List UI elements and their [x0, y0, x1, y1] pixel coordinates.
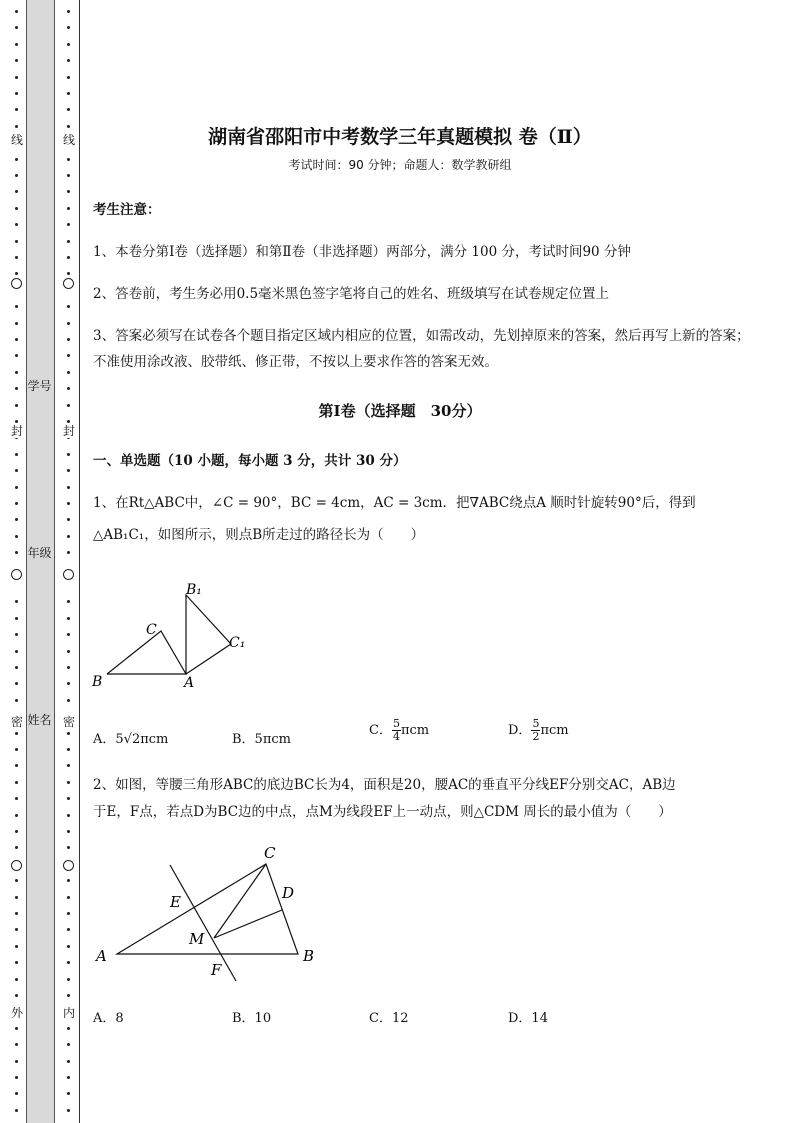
q1-label-c1: C₁	[229, 635, 246, 651]
margin-dot	[67, 535, 70, 538]
margin-dot	[67, 764, 70, 767]
q2-figure	[90, 840, 330, 990]
margin-dot	[67, 305, 70, 308]
margin-dot	[67, 92, 70, 95]
margin-dot	[67, 223, 70, 226]
margin-dot	[15, 486, 18, 489]
margin-dot	[67, 846, 70, 849]
q1-option-c-prefix: C．	[369, 723, 392, 738]
margin-dot	[67, 945, 70, 948]
q2-label-e: E	[170, 893, 181, 911]
margin-dot	[15, 1109, 18, 1112]
margin-dot	[15, 10, 18, 13]
margin-circle	[63, 569, 74, 580]
q2-option-a: A．8	[93, 1011, 124, 1026]
q2-label-b: B	[303, 947, 315, 965]
notice-item-1: 1、本卷分第Ⅰ卷（选择题）和第Ⅱ卷（非选择题）两部分，满分 100 分，考试时间90 分钟	[93, 244, 631, 260]
margin-dot	[67, 502, 70, 505]
margin-dot	[15, 928, 18, 931]
margin-dot	[67, 387, 70, 390]
margin-dot	[67, 912, 70, 915]
q1-label-c: C	[146, 622, 157, 638]
q1-figure	[86, 574, 256, 694]
margin-dot	[67, 896, 70, 899]
margin-dot	[67, 551, 70, 554]
section-title: 第Ⅰ卷（选择题 30分）	[318, 402, 482, 420]
margin-dot	[67, 748, 70, 751]
q1-option-b: B．5πcm	[232, 732, 291, 747]
q1-line-1: 1、在Rt△ABC中，∠C = 90°，BC = 4cm，AC = 3cm．把∇ABC绕点A 顺时针旋转90°后，得到	[93, 495, 696, 511]
q1-option-d-denominator: 2	[532, 730, 540, 743]
margin-dot	[67, 633, 70, 636]
margin-dot	[67, 404, 70, 407]
margin-dot	[15, 404, 18, 407]
margin-dot	[67, 371, 70, 374]
margin-dot	[67, 781, 70, 784]
margin-dot	[67, 207, 70, 210]
margin-char-wai: 外	[10, 1006, 23, 1020]
margin-dot	[15, 453, 18, 456]
margin-dot	[67, 1109, 70, 1112]
q1-label-b: B	[92, 674, 103, 690]
margin-dot	[15, 830, 18, 833]
margin-dot	[15, 43, 18, 46]
margin-dot	[67, 190, 70, 193]
margin-circle	[11, 569, 22, 580]
margin-dot	[67, 43, 70, 46]
margin-dot	[15, 1092, 18, 1095]
margin-dot	[15, 59, 18, 62]
q1-option-c	[369, 718, 429, 743]
q1-option-a: A．5√2πcm	[93, 732, 169, 747]
margin-dot	[67, 322, 70, 325]
margin-dot	[15, 732, 18, 735]
margin-dot	[15, 272, 18, 275]
q1-option-d-suffix: πcm	[540, 723, 569, 738]
margin-dot	[15, 1076, 18, 1079]
margin-dot	[15, 158, 18, 161]
margin-dot	[67, 732, 70, 735]
margin-dot	[15, 1060, 18, 1063]
q1-option-c-suffix: πcm	[400, 723, 430, 738]
margin-char-feng-right: 封	[62, 424, 75, 438]
margin-dot	[67, 59, 70, 62]
margin-dot	[15, 305, 18, 308]
margin-dot	[15, 108, 18, 111]
margin-dot	[15, 322, 18, 325]
margin-char-nei: 内	[62, 1006, 75, 1020]
margin-dot	[15, 190, 18, 193]
margin-dot	[15, 633, 18, 636]
margin-dot	[67, 469, 70, 472]
margin-dot	[67, 961, 70, 964]
margin-dot	[67, 26, 70, 29]
q2-label-f: F	[211, 961, 222, 979]
q2-option-d: D．14	[508, 1011, 548, 1026]
margin-dot	[67, 814, 70, 817]
margin-dot	[15, 912, 18, 915]
margin-dot	[67, 453, 70, 456]
margin-dot	[67, 1027, 70, 1030]
margin-dot	[15, 256, 18, 259]
margin-dot	[67, 354, 70, 357]
margin-dot	[15, 174, 18, 177]
margin-dot	[67, 699, 70, 702]
margin-dot	[67, 272, 70, 275]
margin-dot	[15, 518, 18, 521]
margin-char-feng: 封	[10, 424, 23, 438]
margin-dot	[15, 26, 18, 29]
margin-dot	[15, 978, 18, 981]
margin-dot	[15, 223, 18, 226]
margin-dot	[15, 371, 18, 374]
margin-char-xian-right: 线	[62, 133, 75, 147]
margin-dot	[67, 486, 70, 489]
margin-dot	[67, 879, 70, 882]
label-grade: 年级	[27, 546, 52, 560]
label-student-id: 学号	[27, 379, 52, 393]
margin-dot	[15, 650, 18, 653]
q2-label-m: M	[189, 930, 205, 948]
margin-dot	[15, 666, 18, 669]
notice-heading: 考生注意：	[93, 202, 161, 218]
margin-dot	[15, 354, 18, 357]
margin-dot	[67, 338, 70, 341]
q1-option-d-numerator: 5	[532, 717, 540, 730]
margin-dot	[15, 961, 18, 964]
margin-dot	[67, 1092, 70, 1095]
margin-dot	[67, 682, 70, 685]
q2-label-d: D	[282, 884, 295, 902]
q2-option-b: B．10	[232, 1011, 272, 1026]
margin-dot	[67, 650, 70, 653]
margin-dot	[67, 518, 70, 521]
margin-dot	[67, 174, 70, 177]
margin-dot	[67, 256, 70, 259]
margin-dot	[67, 108, 70, 111]
q1-line-2: △AB₁C₁，如图所示，则点B所走过的路径长为（ ）	[93, 527, 425, 543]
margin-dot	[15, 600, 18, 603]
margin-char-xian: 线	[10, 133, 23, 147]
margin-dot	[67, 797, 70, 800]
margin-dot	[15, 240, 18, 243]
margin-dot	[67, 158, 70, 161]
margin-dot	[67, 617, 70, 620]
margin-dot	[15, 748, 18, 751]
margin-dot	[67, 1060, 70, 1063]
q1-option-d-prefix: D．	[508, 723, 532, 738]
margin-dot	[15, 92, 18, 95]
right-dot-column	[62, 0, 76, 1123]
notice-item-3: 3、答案必须写在试卷各个题目指定区域内相应的位置，如需改动，先划掉原来的答案，然后再写上新的答案；不准使用涂改液、胶带纸、修正带，不按以上要求作答的答案无效。	[93, 328, 750, 370]
margin-dot	[15, 879, 18, 882]
margin-dot	[15, 1027, 18, 1030]
q2-label-c: C	[264, 844, 276, 862]
q2-line-2: 于E，F点，若点D为BC边的中点，点M为线段EF上一动点，则△CDM 周长的最小值为（ ）	[93, 804, 672, 820]
page-title: 湖南省邵阳市中考数学三年真题模拟 卷（Ⅱ）	[208, 126, 592, 148]
margin-dot	[15, 387, 18, 390]
margin-dot	[67, 978, 70, 981]
margin-dot	[15, 338, 18, 341]
margin-dot	[15, 76, 18, 79]
q2-label-a: A	[96, 947, 107, 965]
margin-dot	[15, 551, 18, 554]
margin-dot	[67, 994, 70, 997]
margin-dot	[15, 797, 18, 800]
margin-dot	[67, 928, 70, 931]
margin-char-mi-right: 密	[62, 715, 75, 729]
margin-dot	[15, 502, 18, 505]
margin-dot	[15, 535, 18, 538]
margin-circle	[63, 278, 74, 289]
label-name: 姓名	[27, 713, 52, 727]
margin-dot	[15, 896, 18, 899]
margin-char-mi: 密	[10, 715, 23, 729]
margin-dot	[67, 420, 70, 423]
q2-line-1: 2、如图，等腰三角形ABC的底边BC长为4，面积是20，腰AC的垂直平分线EF分别交AC，AB边	[93, 777, 676, 793]
notice-item-2: 2、答卷前，考生务必用0.5毫米黑色签字笔将自己的姓名、班级填写在试卷规定位置上	[93, 286, 610, 302]
part-heading: 一、单选题（10 小题，每小题 3 分，共计 30 分）	[93, 453, 407, 469]
margin-dot	[15, 1043, 18, 1046]
margin-dot	[15, 699, 18, 702]
margin-dot	[67, 76, 70, 79]
exam-subtitle: 考试时间：90 分钟；命题人：数学教研组	[288, 158, 512, 172]
q1-option-d	[508, 718, 569, 743]
margin-dot	[67, 830, 70, 833]
margin-dot	[67, 10, 70, 13]
left-dot-column	[10, 0, 24, 1123]
margin-dot	[67, 240, 70, 243]
q2-option-c: C．12	[369, 1011, 409, 1026]
margin-circle	[63, 860, 74, 871]
margin-dot	[15, 617, 18, 620]
margin-dot	[15, 420, 18, 423]
q1-option-c-denominator: 4	[392, 730, 400, 743]
margin-dot	[15, 764, 18, 767]
margin-dot	[15, 994, 18, 997]
q1-option-c-numerator: 5	[392, 717, 400, 730]
margin-dot	[15, 781, 18, 784]
margin-dot	[67, 125, 70, 128]
margin-dot	[15, 207, 18, 210]
margin-dot	[67, 666, 70, 669]
q1-label-b1: B₁	[186, 582, 202, 598]
margin-dot	[67, 600, 70, 603]
margin-dot	[15, 945, 18, 948]
margin-dot	[15, 469, 18, 472]
margin-dot	[15, 814, 18, 817]
margin-circle	[11, 278, 22, 289]
margin-dot	[67, 1076, 70, 1079]
margin-dot	[67, 1043, 70, 1046]
margin-circle	[11, 860, 22, 871]
margin-dot	[15, 125, 18, 128]
margin-dot	[15, 682, 18, 685]
margin-dot	[15, 846, 18, 849]
q1-label-a: A	[184, 675, 195, 691]
